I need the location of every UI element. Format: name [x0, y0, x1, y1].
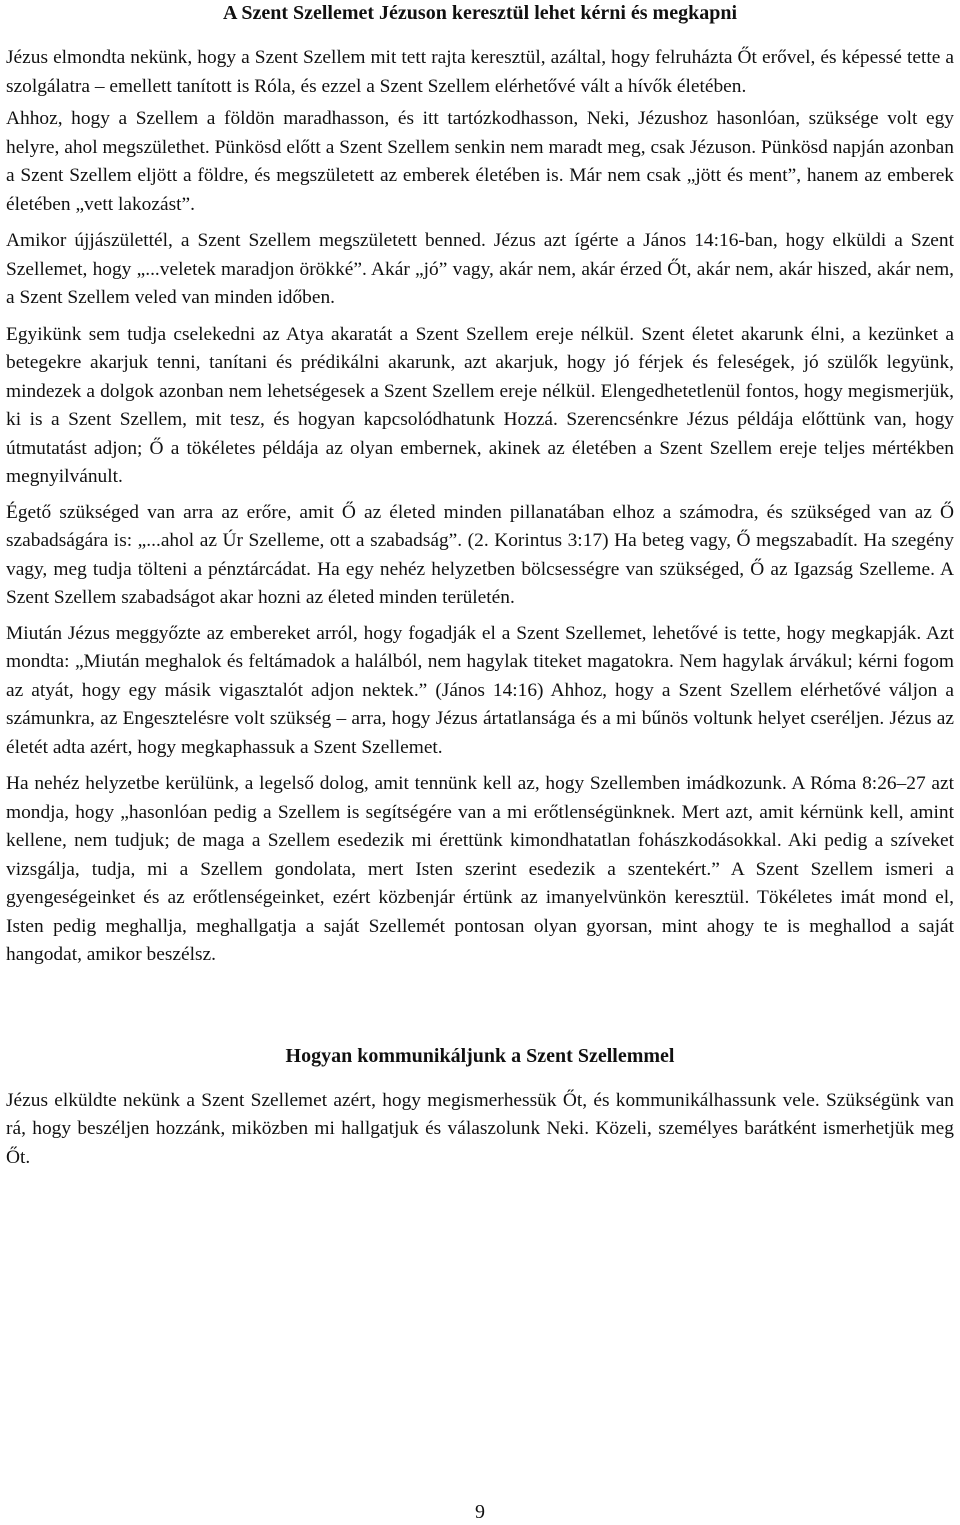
closing-paragraph: Jézus elküldte nekünk a Szent Szellemet azért, hogy megismerhessük Őt, és kommunikálhassunk vele. Szükségünk van rá, hogy beszéljen hozzánk, miközben mi hallgatjuk és válaszolunk Neki. Közeli, személyes barátként ismerhetjük meg Őt. — [6, 1089, 954, 1168]
paragraph-1: Jézus elmondta nekünk, hogy a Szent Szellem mit tett rajta keresztül, azáltal, hogy felruházta Őt erővel, és képessé tette a szolgálatra – emellett tanított is Róla, és ezzel a Szent Szellem elérhetővé vált a hívők életében. — [6, 47, 954, 97]
paragraph-5: Égető szükséged van arra az erőre, amit Ő az életed minden pillanatában elhoz a számodra, és szükséged van az Ő szabadságára is: „...ahol az Úr Szelleme, ott a szabadság”. (2. Korintus 3:17) Ha beteg vagy, Ő megszabadít. Ha szegény vagy, meg tudja tölteni a pénztárcádat. Ha egy nehéz helyzetben bölcsességre van szükséged, Ő az Igazság Szelleme. A Szent Szellem szabadságot akar hozni az életed minden területén. — [6, 501, 954, 608]
page-number: 9 — [475, 1501, 485, 1523]
paragraph-2: Ahhoz, hogy a Szellem a földön maradhasson, és itt tartózkodhasson, Neki, Jézushoz hasonlóan, szüksége volt egy helyre, ahol megszülethet. Pünkösd előtt a Szent Szellem senkin nem maradt meg, csak Jézuson. Pünkösd napján azonban a Szent Szellem eljött a földre, és megszületett az emberek életében is. Már nem csak „jött és ment”, hanem az emberek életében „vett lakozást”. — [6, 108, 954, 215]
page-title: A Szent Szellemet Jézuson keresztül lehet kérni és megkapni — [222, 2, 737, 24]
paragraph-4: Egyikünk sem tudja cselekedni az Atya akaratát a Szent Szellem ereje nélkül. Szent életet akarunk élni, a kezünket a betegekre akarjuk tenni, tanítani és prédikálni akarunk, azt akarjuk, hogy jó férjek és feleségek, jó szülők legyünk, mindezek a dolgok azonban nem lehetségesek a Szent Szellem ereje nélkül. Elengedhetetlenül fontos, hogy megismerjük, ki is a Szent Szellem, mit tesz, és hogyan kapcsolódhatunk Hozzá. Szerencsénkre Jézus példája előttünk van, hogy útmutatást adjon; Ő a tökéletes példája az olyan embernek, akinek az életében a Szent Szellem ereje teljes mértékben megnyilvánult. — [6, 323, 954, 487]
document-page — [6, 0, 954, 1172]
section-heading: Hogyan kommunikáljunk a Szent Szellemmel — [285, 1044, 675, 1067]
paragraph-7: Ha nehéz helyzetbe kerülünk, a legelső dolog, amit tennünk kell az, hogy Szellemben imádkozunk. A Róma 8:26–27 azt mondja, hogy „hasonlóan pedig a Szellem is segítségére van a mi erőtlenségünknek. Mert azt, amit kérnünk kell, amint kellene, nem tudjuk; de maga a Szellem esedezik mi érettünk kimondhatatlan fohászkodásokkal. Aki pedig a szíveket vizsgálja, tudja, mi a Szellem gondolata, mert Isten szerint esedezik a szentekért.” A Szent Szellem ismeri a gyengeségeinket és az erőtlenségeinket, ezért közbenjár értünk az imanyelvünkön keresztül. Tökéletes imát mond el, Isten pedig meghallja, meghallgatja a saját Szellemét pontosan olyan gyorsan, mint ahogy te is meghallod a saját hangodat, amikor beszélsz. — [6, 773, 954, 965]
paragraph-6: Miután Jézus meggyőzte az embereket arról, hogy fogadják el a Szent Szellemet, lehetővé is tette, hogy megkapják. Azt mondta: „Miután meghalok és feltámadok a halálból, nem hagylak titeket magatokra. Nem hagylak árvákul; kérni fogom az atyát, hogy egy másik vigasztalót adjon nektek.” (János 14:16) Ahhoz, hogy a Szent Szellem elérhetővé váljon a számunkra, az Engesztelésre volt szükség – arra, hogy Jézus ártatlansága és a mi bűnös voltunk helyet cseréljen. Jézus az életét adta azért, hogy megkaphassuk a Szent Szellemet. — [6, 622, 954, 758]
paragraph-3: Amikor újjászülettél, a Szent Szellem megszületett benned. Jézus azt ígérte a János 14:16-ban, hogy elküldi a Szent Szellemet, hogy „...veletek maradjon örökké”. Akár „jó” vagy, akár nem, akár érzed Őt, akár nem, akár hiszed, akár nem, a Szent Szellem veled van minden időben. — [6, 230, 954, 308]
